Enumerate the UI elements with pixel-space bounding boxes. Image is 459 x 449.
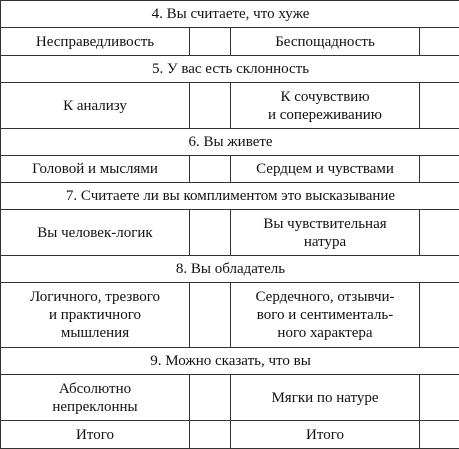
answer-mark-cell-left[interactable]: [190, 375, 231, 421]
answer-option-left: Головой и мыслями: [1, 156, 190, 183]
answer-option-right: К сочувствию и сопереживанию: [231, 83, 420, 129]
answer-mark-cell-right[interactable]: [420, 156, 459, 183]
total-label-right: Итого: [231, 421, 420, 449]
answer-mark-cell-left[interactable]: [190, 283, 231, 348]
answer-option-right: Мягки по натуре: [231, 375, 420, 421]
answer-option-left: К анализу: [1, 83, 190, 129]
answer-row: [1, 283, 459, 348]
answer-option-right: Вы чувствительная натура: [231, 210, 420, 256]
answer-mark-cell-left[interactable]: [190, 28, 231, 56]
answer-mark-cell-right[interactable]: [420, 210, 459, 256]
answer-option-left: Несправедливость: [1, 28, 190, 56]
question-row: [1, 129, 459, 156]
answer-option-right: Сердечного, отзывчи- вого и сентименталь- ного характера: [231, 283, 420, 348]
answer-mark-cell-right[interactable]: [420, 375, 459, 421]
question-row: [1, 256, 459, 283]
answer-option-left: Вы человек-логик: [1, 210, 190, 256]
question-row: [1, 183, 459, 210]
question-heading: 9. Можно сказать, что вы: [1, 348, 459, 375]
answer-row: [1, 375, 459, 421]
question-heading: 4. Вы считаете, что хуже: [1, 1, 459, 28]
answer-row: [1, 83, 459, 129]
question-row: [1, 56, 459, 83]
answer-mark-cell-right[interactable]: [420, 28, 459, 56]
answer-mark-cell-left[interactable]: [190, 83, 231, 129]
total-cell-right[interactable]: [420, 421, 459, 449]
answer-row: [1, 210, 459, 256]
answer-mark-cell-left[interactable]: [190, 210, 231, 256]
answer-mark-cell-right[interactable]: [420, 83, 459, 129]
question-row: [1, 1, 459, 28]
question-heading: 8. Вы обладатель: [1, 256, 459, 283]
question-heading: 5. У вас есть склонность: [1, 56, 459, 83]
answer-mark-cell-left[interactable]: [190, 156, 231, 183]
answer-option-right: Сердцем и чувствами: [231, 156, 420, 183]
total-label-left: Итого: [1, 421, 190, 449]
total-cell-left[interactable]: [190, 421, 231, 449]
answer-option-left: Логичного, трезвого и практичного мышления: [1, 283, 190, 348]
total-row: [1, 421, 459, 449]
answer-option-left: Абсолютно непреклонны: [1, 375, 190, 421]
answer-mark-cell-right[interactable]: [420, 283, 459, 348]
answer-option-right: Беспощадность: [231, 28, 420, 56]
answer-row: [1, 156, 459, 183]
question-row: [1, 348, 459, 375]
question-heading: 6. Вы живете: [1, 129, 459, 156]
question-heading: 7. Считаете ли вы комплиментом это высказывание: [1, 183, 459, 210]
answer-row: [1, 28, 459, 56]
